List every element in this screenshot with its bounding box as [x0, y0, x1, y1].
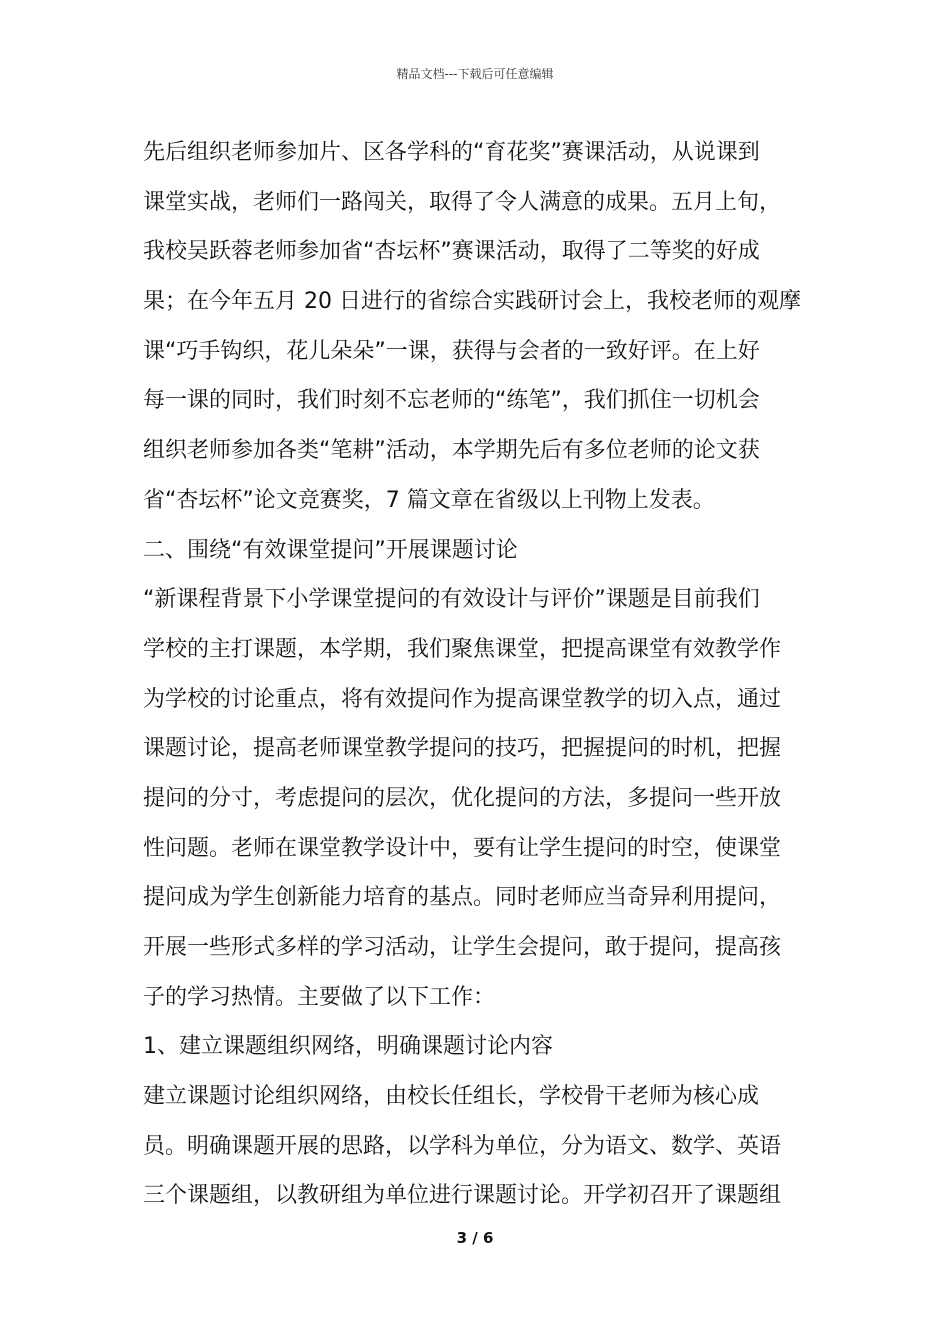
text-line: 课“巧手钩织，花儿朵朵”一课，获得与会者的一致好评。在上好	[143, 338, 760, 364]
page-header: 精品文档---下载后可任意编辑	[396, 67, 554, 81]
text-line: 开展一些形式多样的学习活动，让学生会提问，敢于提问，提高孩	[143, 935, 782, 960]
text-line: 性问题。老师在课堂教学设计中，要有让学生提问的时空，使课堂	[143, 835, 782, 861]
text-line: 员。明确课题开展的思路，以学科为单位，分为语文、数学、英语	[143, 1133, 782, 1159]
text-line: 为学校的讨论重点，将有效提问作为提高课堂教学的切入点，通过	[143, 686, 782, 712]
text-line: 课题讨论，提高老师课堂教学提问的技巧，把握提问的时机，把握	[143, 736, 782, 762]
page-number: 3 / 6	[456, 1229, 494, 1247]
text-line: 提问成为学生创新能力培育的基点。同时老师应当奇异利用提问，	[143, 885, 782, 911]
text-line: 每一课的同时，我们时刻不忘老师的“练笔”，我们抓住一切机会	[143, 388, 760, 414]
text-line: 课堂实战，老师们一路闯关，取得了令人满意的成果。五月上旬，	[143, 189, 782, 215]
text-line: “新课程背景下小学课堂提问的有效设计与评价”课题是目前我们	[143, 587, 760, 613]
document-body	[143, 128, 815, 1221]
text-line: 组织老师参加各类“笔耕”活动，本学期先后有多位老师的论文获	[143, 438, 760, 464]
text-line: 我校吴跃蓉老师参加省“杏坛杯”赛课活动，取得了二等奖的好成	[143, 239, 760, 265]
text-line: 建立课题讨论组织网络，由校长任组长，学校骨干老师为核心成	[143, 1084, 760, 1110]
text-line: 提问的分寸，考虑提问的层次，优化提问的方法，多提问一些开放	[143, 785, 782, 811]
text-line: 果；在今年五月 20 日进行的省综合实践研讨会上，我校老师的观摩	[143, 289, 801, 315]
section-heading: 二、围绕“有效课堂提问”开展课题讨论	[143, 537, 518, 563]
text-line: 子的学习热情。主要做了以下工作：	[143, 984, 496, 1010]
text-line: 三个课题组，以教研组为单位进行课题讨论。开学初召开了课题组	[143, 1183, 782, 1209]
subsection-heading: 1、建立课题组织网络，明确课题讨论内容	[143, 1034, 553, 1060]
text-line: 省“杏坛杯”论文竞赛奖，7 篇文章在省级以上刊物上发表。	[143, 487, 715, 513]
text-line: 学校的主打课题，本学期，我们聚焦课堂，把提高课堂有效教学作	[143, 636, 782, 662]
text-line: 先后组织老师参加片、区各学科的“育花奖”赛课活动，从说课到	[143, 140, 760, 165]
